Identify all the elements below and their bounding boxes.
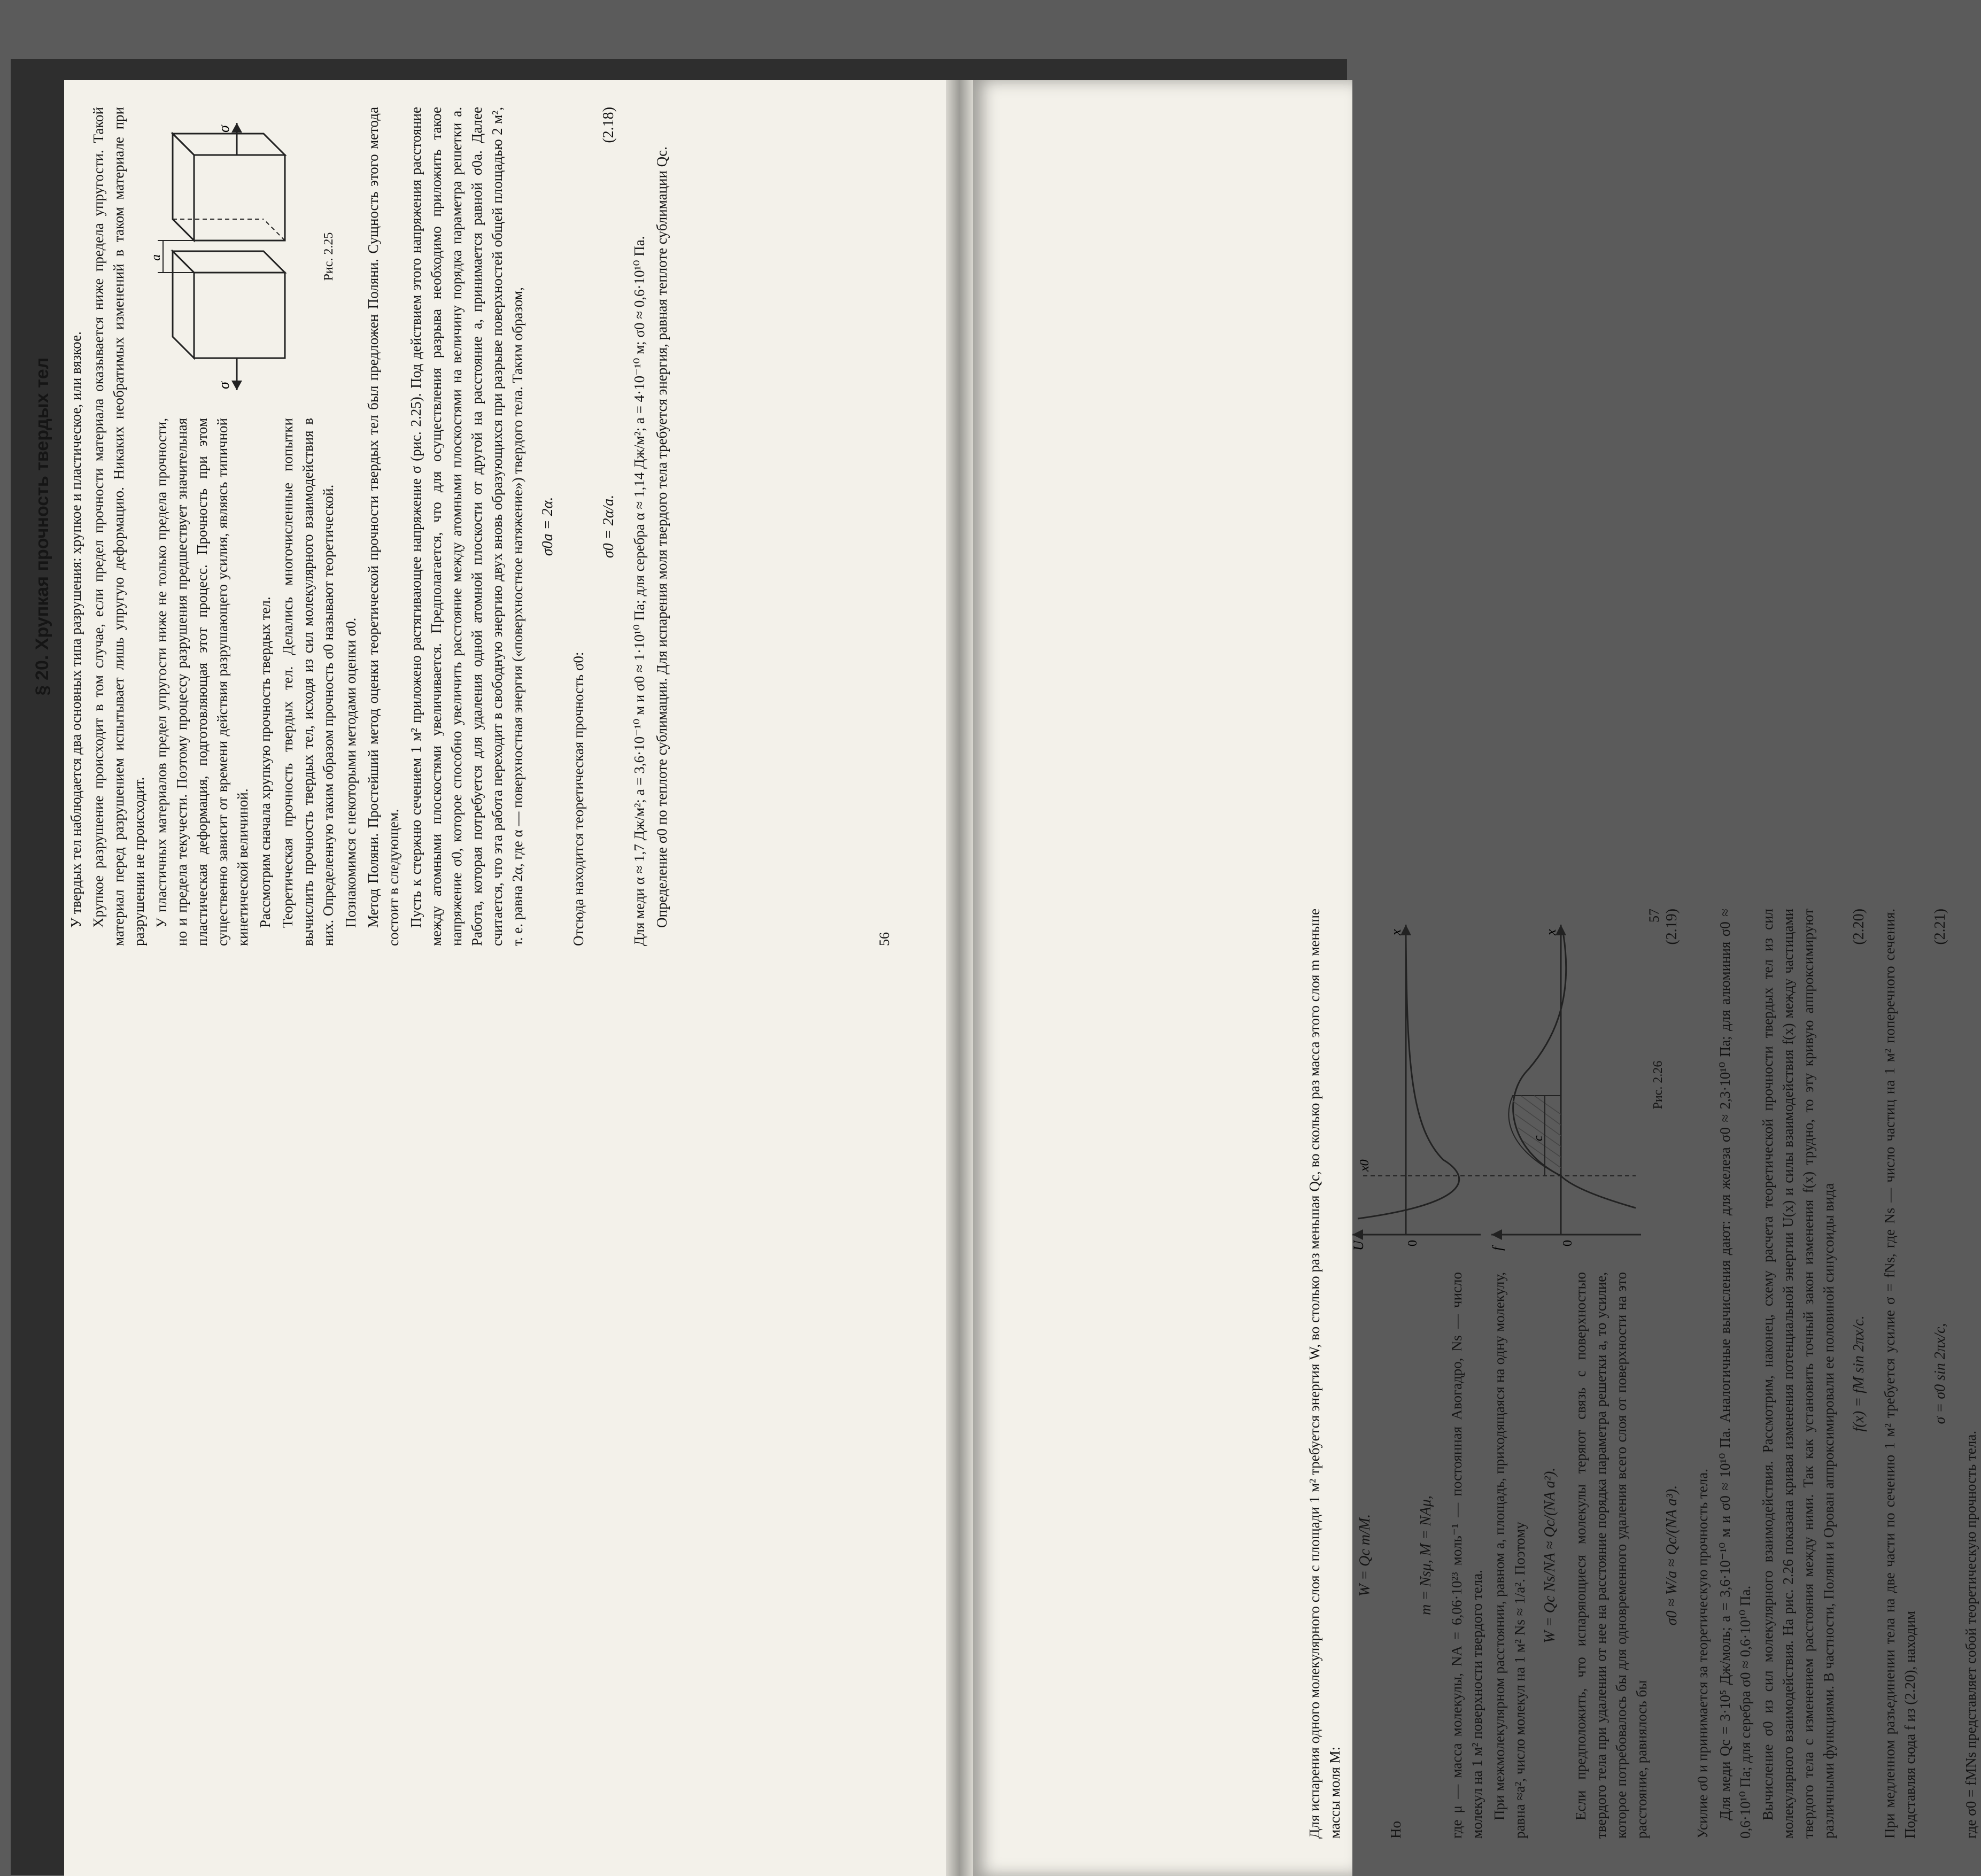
equation-number: (2.18) bbox=[600, 107, 617, 143]
paragraph: При медленном разъединении тела на две части по сечению 1 м² требуется усилие σ = fNs, где Ns — число частиц на 1 м² поперечного сечения. Подставляя сюда f из (2.20), находим bbox=[1882, 909, 1918, 1839]
paragraph: Пусть к стержню сечением 1 м² приложено растягивающее напряжение σ (рис. 2.25). Под действием этого напряжения расстояние между атомными плоскостями увеличивается. Предполагается, что для осуществления разрыва необходимо приложить такое напряжение σ0, которое способно увеличить расстояние между атомными плоскостями на величину порядка параметра решетки a. Работа, которая потребуется для удаления одной атомной плоскости от другой на расстояние a, принимается равной σ0a. Далее считается, что эта работа переходит в свободную энергию двух вновь образующихся при разрыве поверхностей общей площадью 2 м², т. е. равна 2α, где α — поверхностная энергия («поверхностное натяжение») твердого тела. Таким образом, bbox=[408, 107, 525, 946]
potential-force-curves bbox=[1347, 914, 1646, 1256]
equation: W = Qс m/M. bbox=[1357, 1514, 1373, 1597]
paragraph: Но bbox=[1388, 1821, 1404, 1839]
equation: σ0a = 2α. bbox=[539, 497, 556, 556]
book-gutter bbox=[946, 80, 973, 1876]
paragraph: где μ — масса молекулы, NA = 6,06·10²³ моль⁻¹ — постоянная Авогадро, Ns — число молекул на 1 м² поверхности твердого тела. bbox=[1449, 1272, 1485, 1839]
equation: m = Nsμ, M = NAμ, bbox=[1418, 1495, 1434, 1615]
paragraph: У твердых тел наблюдается два основных типа разрушения: хрупкое и пластическое, или вязкое. bbox=[68, 331, 84, 928]
zero-label-bottom: 0 bbox=[1561, 1240, 1575, 1246]
equation-number: (2.19) bbox=[1663, 909, 1680, 945]
equation-body: σ0 = 2α/a. bbox=[600, 494, 617, 559]
paragraph: Познакомимся с некоторыми методами оценки σ0. bbox=[343, 617, 359, 928]
right-page bbox=[973, 80, 1352, 1876]
figure-caption: Рис. 2.26 bbox=[1651, 1060, 1665, 1110]
equation-number: (2.20) bbox=[1851, 909, 1867, 945]
left-page-content bbox=[32, 107, 892, 946]
paragraph: Определение σ0 по теплоте сублимации. Для испарения моля твердого тела требуется энергия, равная теплоте сублимации Qс. bbox=[654, 146, 670, 928]
equation-2-21 bbox=[1932, 909, 1949, 1839]
equation-2-20 bbox=[1851, 909, 1868, 1839]
paragraph: Отсюда находится теоретическая прочность σ0: bbox=[570, 652, 586, 946]
equation-2-19 bbox=[1663, 909, 1681, 1839]
zero-label-top: 0 bbox=[1406, 1240, 1420, 1246]
fracture-rod-diagram bbox=[151, 118, 317, 396]
page-number: 57 bbox=[1646, 909, 1662, 923]
axis-label-f: f bbox=[1490, 1246, 1505, 1251]
equation-2-18 bbox=[600, 107, 617, 946]
paragraph: Рассмотрим сначала хрупкую прочность твердых тел. bbox=[257, 596, 273, 928]
axis-label-x-top: x bbox=[1388, 929, 1404, 935]
paragraph: Усилие σ0 и принимается за теоретическую прочность тела. bbox=[1694, 1469, 1711, 1839]
force-label-left: σ bbox=[216, 382, 233, 389]
equation-body: f(x) = fM sin 2πx/c. bbox=[1851, 1315, 1867, 1432]
paragraph: Для меди Qс = 3·10⁵ Дж/моль; a = 3,6·10⁻¹⁰ м и σ0 ≈ 10¹⁰ Па. Аналогичные вычисления дают: для железа σ0 ≈ 2,3·10¹⁰ Па; для алюминия σ0 ≈ 0,6·10¹⁰ Па; для серебра σ0 ≈ 0,6·10¹⁰ Па. bbox=[1717, 909, 1753, 1839]
page-number: 56 bbox=[877, 932, 892, 946]
paragraph: Если предположить, что испаряющиеся молекулы теряют связь с поверхностью твердого тела при удалении от нее на расстояние порядка параметра решетки a, то усилие, которое потребовалось бы для одновременного удаления всего слоя от поверхности на это расстояние, равнялось бы bbox=[1573, 1272, 1650, 1839]
gap-label: a bbox=[149, 254, 163, 261]
paragraph: У пластичных материалов предел упругости ниже не только предела прочности, но и предела текучести. Поэтому процессу разрушения предшествует значительная пластическая деформация, подготовляющая этот процесс. Прочность при этом существенно зависит от времени действия разрушающего усилия, являясь типичной кинетической величиной. bbox=[153, 418, 251, 946]
equation-number: (2.21) bbox=[1932, 909, 1948, 945]
right-page-content bbox=[1304, 909, 1979, 1839]
c-label: c bbox=[1531, 1135, 1545, 1141]
figure-2-25 bbox=[151, 107, 336, 406]
figure-2-26 bbox=[1347, 909, 1666, 1261]
paragraph: Хрупкое разрушение происходит в том случае, если предел прочности материала оказывается ниже предела упругости. Такой материал перед разрушением испытывает лишь упругую деформацию. Никаких необратимых изменений в таком материале при разрушении не происходит. bbox=[90, 107, 147, 946]
axis-label-U: U bbox=[1351, 1241, 1366, 1251]
paragraph: Метод Поляни. Простейший метод оценки теоретической прочности твердых тел был предложен Поляни. Сущность этого метода состоит в следующем. bbox=[365, 107, 401, 946]
paragraph: где σ0 = fMNs представляет собой теоретическую прочность тела. bbox=[1963, 1430, 1979, 1839]
paragraph: Теоретическая прочность твердых тел. Делались многочисленные попытки вычислить прочность твердых тел, исходя из сил молекулярного взаимодействия в них. Определенную таким образом прочность σ0 называют теоретической. bbox=[280, 418, 336, 946]
force-label-right: σ bbox=[216, 125, 233, 133]
paragraph: Для испарения одного молекулярного слоя с площади 1 м² требуется энергия W, во столько раз меньшая Qс, во сколько раз масса этого слоя m меньше массы моля M: bbox=[1306, 909, 1343, 1839]
section-title: § 20. Хрупкая прочность твердых тел bbox=[32, 357, 52, 696]
paragraph: При межмолекулярном расстоянии, равном a, площадь, приходящаяся на одну молекулу, равна ≈a², число молекул на 1 м² Ns ≈ 1/a². Поэтому bbox=[1491, 1272, 1528, 1839]
paragraph: Для меди α ≈ 1,7 Дж/м²; a = 3,6·10⁻¹⁰ м и σ0 ≈ 1·10¹⁰ Па; для серебра α ≈ 1,14 Дж/м²; a = 4·10⁻¹⁰ м; σ0 ≈ 0,6·10¹⁰ Па. bbox=[631, 236, 647, 946]
equation-body: σ0 ≈ W/a ≈ Qс/(NA a³). bbox=[1663, 1485, 1680, 1626]
x0-label: x0 bbox=[1358, 1159, 1372, 1172]
equation: W = Qс Ns/NA ≈ Qс/(NA a²). bbox=[1542, 1467, 1558, 1644]
axis-label-x-bottom: x bbox=[1543, 929, 1559, 935]
figure-caption: Рис. 2.25 bbox=[322, 232, 336, 281]
equation-body: σ = σ0 sin 2πx/c, bbox=[1932, 1323, 1948, 1424]
paragraph: Вычисление σ0 из сил молекулярного взаимодействия. Рассмотрим, наконец, схему расчета теоретической прочности твердых тел из сил молекулярного взаимодействия. На рис. 2.26 показана кривая изменения потенциальной энергии U(x) и силы взаимодействия f(x) между частицами твердого тела с изменением расстояния между ними. Так как установить точный закон изменения f(x) трудно, то эту кривую аппроксимируют различными функциями. В частности, Поляни и Орован аппроксимировали ее половиной синусоиды вида bbox=[1760, 909, 1837, 1839]
